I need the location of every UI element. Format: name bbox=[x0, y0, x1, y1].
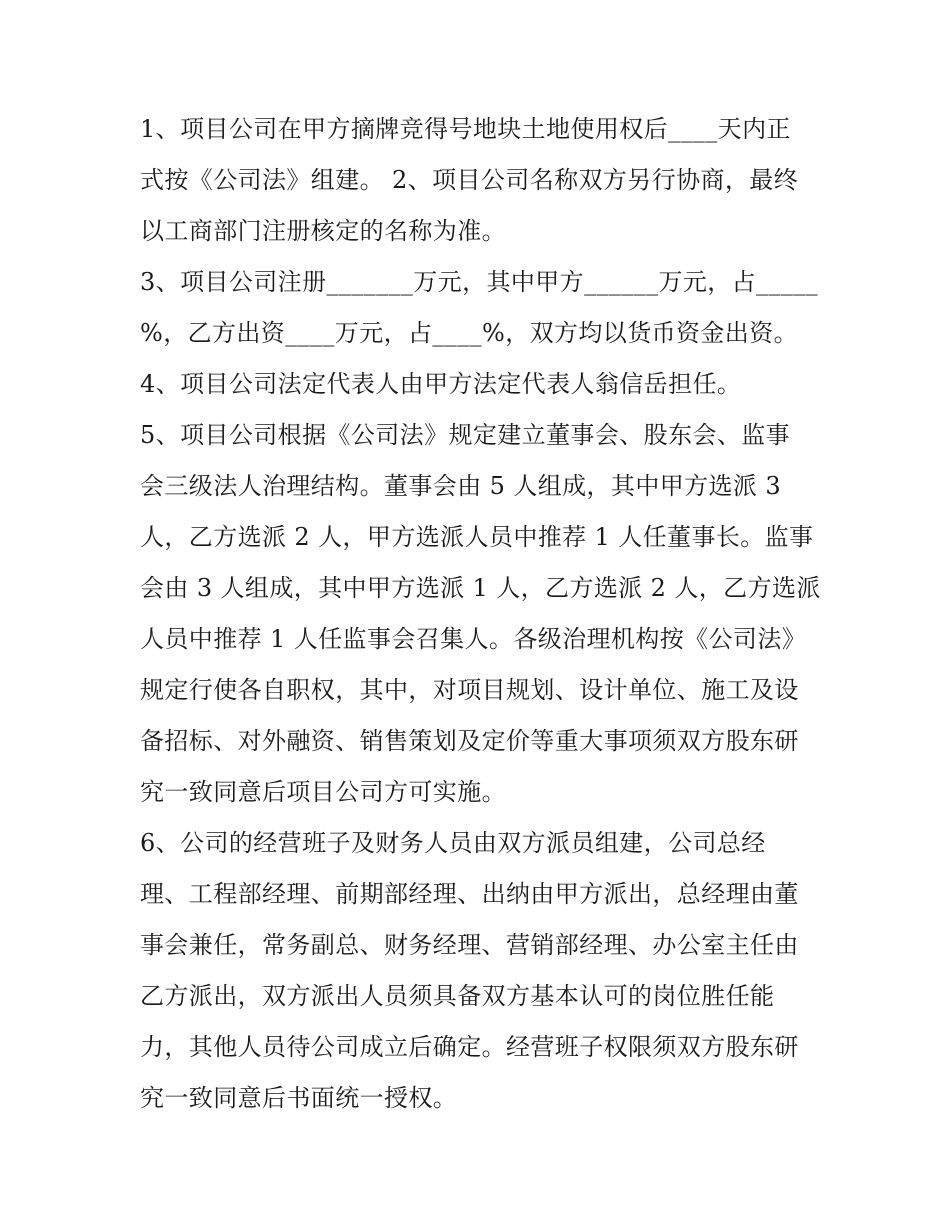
text-line: 规定行使各自职权，其中，对项目规划、设计单位、施工及设 bbox=[140, 676, 799, 704]
text-line: 6、公司的经营班子及财务人员由双方派员组建，公司总经 bbox=[140, 829, 766, 857]
text-line: 4、项目公司法定代表人由甲方法定代表人翁信岳担任。 bbox=[140, 370, 742, 398]
text-line: 事会兼任，常务副总、财务经理、营销部经理、办公室主任由 bbox=[140, 931, 799, 959]
text-line: 究一致同意后项目公司方可实施。 bbox=[140, 778, 506, 806]
text-line: 会由 3 人组成，其中甲方选派 1 人，乙方选派 2 人，乙方选派 bbox=[140, 574, 821, 602]
text-line: %，乙方出资____万元，占____%，双方均以货币资金出资。 bbox=[140, 319, 799, 347]
text-line: 人，乙方选派 2 人，甲方选派人员中推荐 1 人任董事长。监事 bbox=[140, 523, 814, 551]
text-line: 式按《公司法》组建。 2、项目公司名称双方另行协商，最终 bbox=[140, 166, 799, 194]
text-line: 人员中推荐 1 人任监事会召集人。各级治理机构按《公司法》 bbox=[140, 625, 807, 653]
text-line: 5、项目公司根据《公司法》规定建立董事会、股东会、监事 bbox=[140, 421, 791, 449]
text-line: 备招标、对外融资、销售策划及定价等重大事项须双方股东研 bbox=[140, 727, 799, 755]
text-line: 3、项目公司注册_______万元，其中甲方______万元，占_____ bbox=[140, 268, 819, 296]
document-body bbox=[140, 104, 820, 1124]
text-line: 以工商部门注册核定的名称为准。 bbox=[140, 217, 506, 245]
text-line: 力，其他人员待公司成立后确定。经营班子权限须双方股东研 bbox=[140, 1033, 799, 1061]
text-line: 究一致同意后书面统一授权。 bbox=[140, 1084, 458, 1112]
text-line: 乙方派出，双方派出人员须具备双方基本认可的岗位胜任能 bbox=[140, 982, 775, 1010]
text-line: 会三级法人治理结构。董事会由 5 人组成，其中甲方选派 3 bbox=[140, 472, 782, 500]
text-line: 理、工程部经理、前期部经理、出纳由甲方派出，总经理由董 bbox=[140, 880, 799, 908]
text-line: 1、项目公司在甲方摘牌竞得号地块土地使用权后____天内正 bbox=[140, 115, 791, 143]
